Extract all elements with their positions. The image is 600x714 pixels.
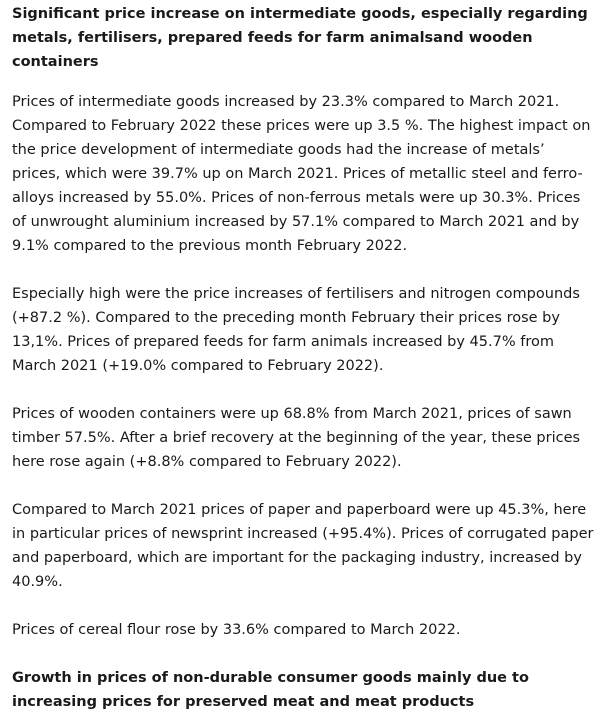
spacer [12, 594, 596, 618]
paragraph-wooden-containers: Prices of wooden containers were up 68.8% from March 2021, prices of sawn timber 57.5%. After a brief recovery at the beginning of the year, these prices here rose again (+8.8% compared to February 2022). [12, 406, 581, 470]
paragraph-fertilisers: Especially high were the price increases of fertilisers and nitrogen compounds (+87.2 %). Compared to the preceding month February their prices rose by 13,1%. Prices of prepared feeds for farm animals increased by 45.7% from March 2021 (+19.0% compared to February 2022). [12, 286, 580, 374]
spacer [12, 378, 596, 402]
spacer [12, 642, 596, 666]
paragraph-intermediate-goods: Prices of intermediate goods increased by 23.3% compared to March 2021. Compared to February 2022 these prices were up 3.5 %. The highest impact on the price development of intermediate goods had the increase of metals’ prices, which were 39.7% up on March 2021. Prices of metallic steel and ferro-alloys increased by 55.0%. Prices of non-ferrous metals were up 30.3%. Prices of unwrought aluminium increased by 57.1% compared to March 2021 and by 9.1% compared to the previous month February 2022. [12, 94, 591, 254]
spacer [12, 474, 596, 498]
section-heading-intermediate-goods: Significant price increase on intermediate goods, especially regarding metals, fertilisers, prepared feeds for farm animalsand wooden containers [12, 6, 588, 70]
section-heading-consumer-goods: Growth in prices of non-durable consumer goods mainly due to increasing prices for preserved meat and meat products [12, 670, 529, 710]
spacer [12, 258, 596, 282]
spacer [12, 74, 596, 90]
paragraph-cereal-flour: Prices of cereal flour rose by 33.6% compared to March 2022. [12, 622, 461, 638]
paragraph-paper-paperboard: Compared to March 2021 prices of paper and paperboard were up 45.3%, here in particular prices of newsprint increased (+95.4%). Prices of corrugated paper and paperboard, which are important for the packaging industry, increased by 40.9%. [12, 502, 594, 590]
